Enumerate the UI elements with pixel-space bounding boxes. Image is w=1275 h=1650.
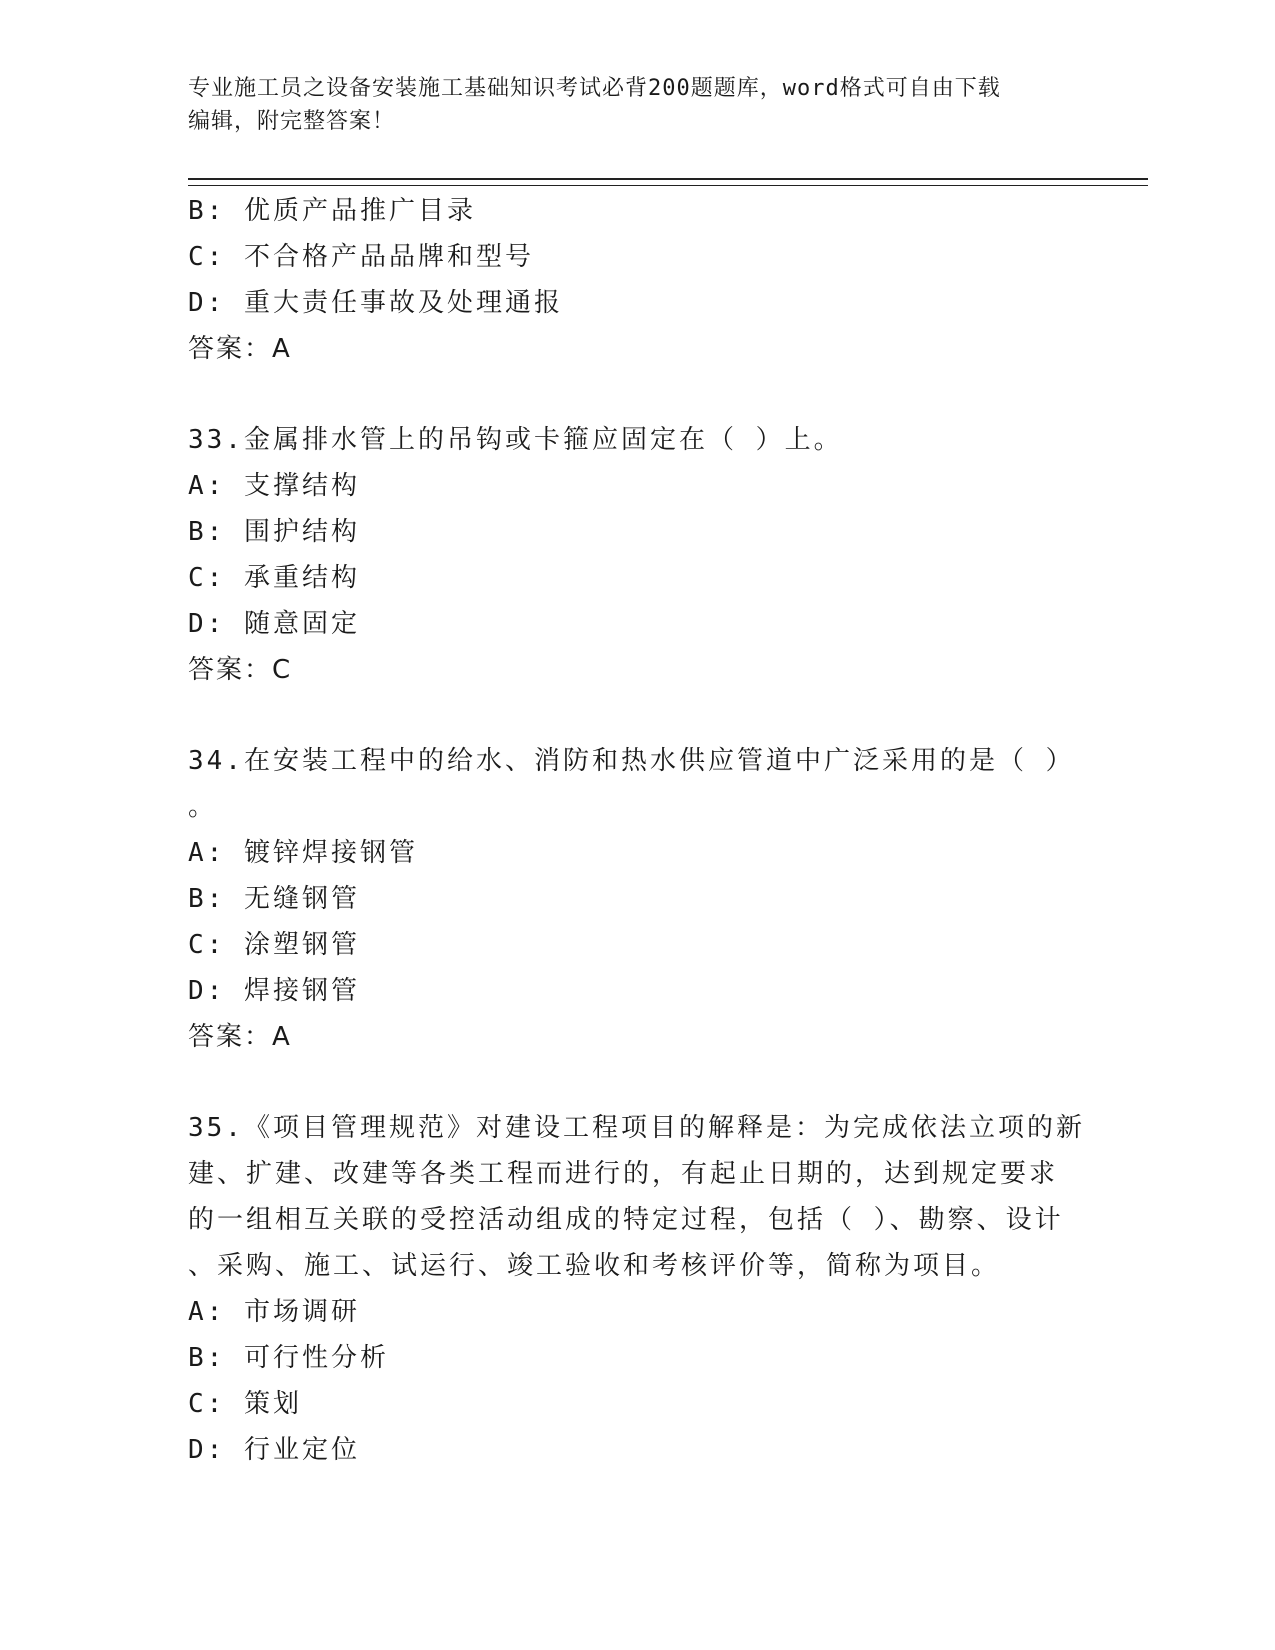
- option-d: D: 随意固定: [188, 609, 360, 639]
- option-b: B: 优质产品推广目录: [188, 196, 476, 226]
- option-d: D: 行业定位: [188, 1435, 360, 1465]
- spacer: [188, 372, 1088, 417]
- option-a: A: 支撑结构: [188, 471, 360, 501]
- header-divider: [188, 178, 1148, 186]
- question-stem-line-4: 、采购、施工、试运行、竣工验收和考核评价等，简称为项目。: [188, 1251, 1001, 1281]
- option-c: C: 策划: [188, 1389, 302, 1419]
- question-block-prev: [188, 188, 1088, 372]
- spacer: [188, 1060, 1088, 1105]
- answer-label: 答案：C: [188, 655, 293, 685]
- question-list: [188, 188, 1088, 1473]
- document-header: [188, 72, 1068, 138]
- option-d: D: 重大责任事故及处理通报: [188, 288, 563, 318]
- option-a: A: 市场调研: [188, 1297, 360, 1327]
- option-c: C: 涂塑钢管: [188, 930, 360, 960]
- question-block-34: [188, 738, 1088, 1060]
- question-stem-line-2: 。: [188, 792, 218, 822]
- option-a: A: 镀锌焊接钢管: [188, 838, 418, 868]
- question-stem-line-1: 35.《项目管理规范》对建设工程项目的解释是：为完成依法立项的新: [188, 1113, 1085, 1143]
- spacer: [188, 693, 1088, 738]
- answer-label: 答案：A: [188, 1022, 292, 1052]
- question-stem-line-3: 的一组相互关联的受控活动组成的特定过程，包括（ ）、勘察、设计: [188, 1205, 1064, 1235]
- option-c: C: 承重结构: [188, 563, 360, 593]
- answer-label: 答案：A: [188, 334, 292, 364]
- option-b: B: 可行性分析: [188, 1343, 389, 1373]
- question-block-33: [188, 417, 1088, 693]
- option-b: B: 围护结构: [188, 517, 360, 547]
- question-block-35: [188, 1105, 1088, 1473]
- header-line-2: 编辑，附完整答案！: [188, 109, 396, 134]
- option-b: B: 无缝钢管: [188, 884, 360, 914]
- option-c: C: 不合格产品品牌和型号: [188, 242, 534, 272]
- option-d: D: 焊接钢管: [188, 976, 360, 1006]
- question-stem-line-1: 34.在安装工程中的给水、消防和热水供应管道中广泛采用的是（ ）: [188, 746, 1075, 776]
- question-stem-line-2: 建、扩建、改建等各类工程而进行的，有起止日期的，达到规定要求: [188, 1159, 1059, 1189]
- header-line-1: 专业施工员之设备安装施工基础知识考试必背200题题库，word格式可自由下载: [188, 76, 1001, 101]
- question-stem: 33.金属排水管上的吊钩或卡箍应固定在（ ）上。: [188, 425, 843, 455]
